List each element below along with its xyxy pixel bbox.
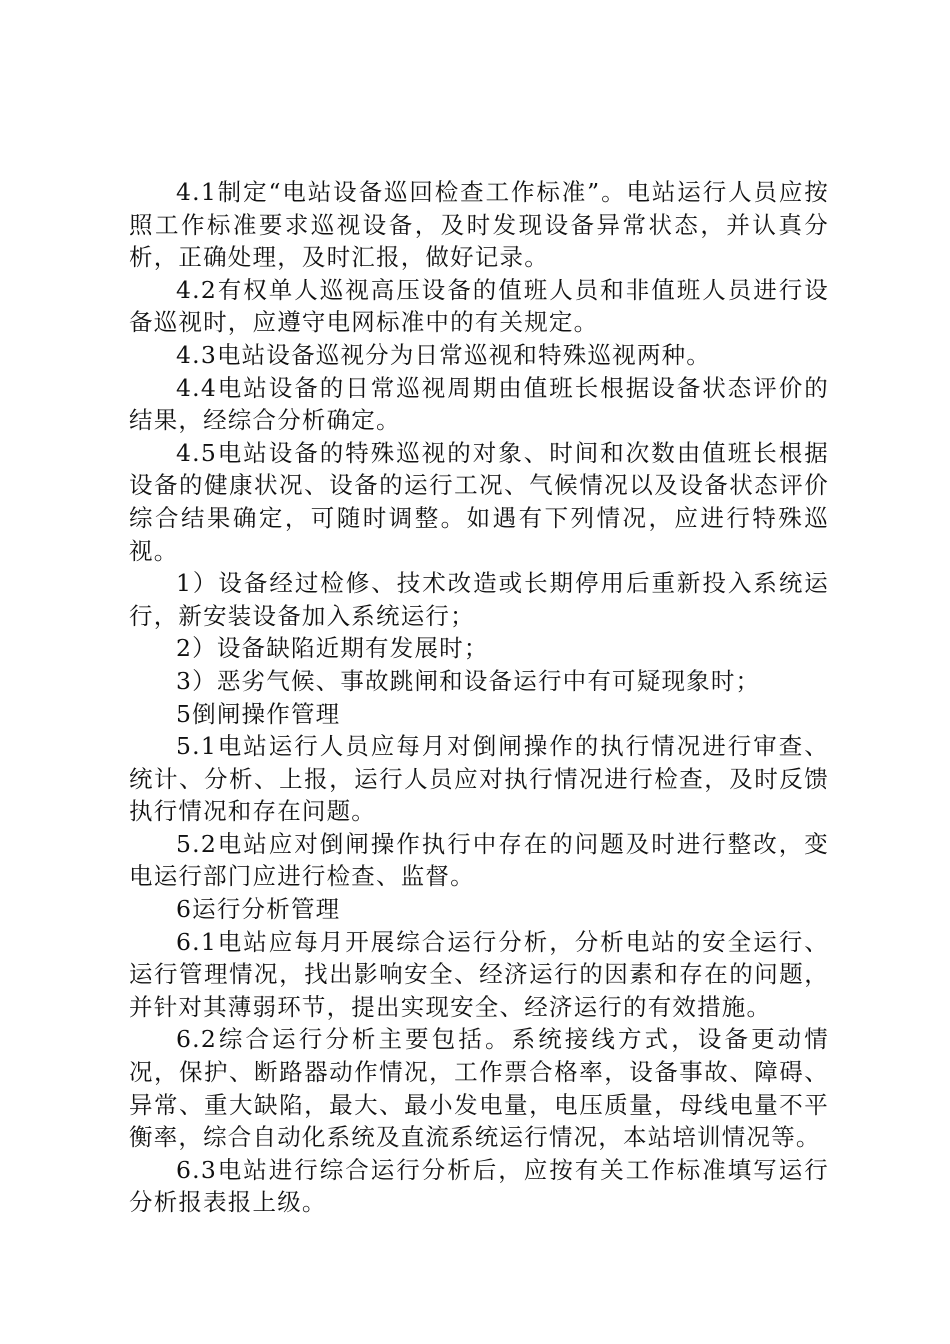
paragraph-5-1: 5.1电站运行人员应每月对倒闸操作的执行情况进行审查、统计、分析、上报，运行人员应对执行情况进行检查，及时反馈执行情况和存在问题。 [129,732,829,826]
paragraph-4-1: 4.1制定“电站设备巡回检查工作标准”。电站运行人员应按照工作标准要求巡视设备，及时发现设备异常状态，并认真分析，正确处理，及时汇报，做好记录。 [129,178,829,272]
list-item-1: 1）设备经过检修、技术改造或长期停用后重新投入系统运行，新安装设备加入系统运行； [129,569,829,630]
section-heading-6: 6运行分析管理 [176,895,341,924]
paragraph-5-2: 5.2电站应对倒闸操作执行中存在的问题及时进行整改，变电运行部门应进行检查、监督。 [129,829,829,891]
paragraph-4-3: 4.3电站设备巡视分为日常巡视和特殊巡视两种。 [176,340,711,369]
document-body [129,176,829,1219]
paragraph-4-4: 4.4电站设备的日常巡视周期由值班长根据设备状态评价的结果，经综合分析确定。 [129,373,829,435]
list-item-3: 3）恶劣气候、事故跳闸和设备运行中有可疑现象时； [176,666,761,695]
list-item-2: 2）设备缺陷近期有发展时； [176,634,489,663]
paragraph-4-2: 4.2有权单人巡视高压设备的值班人员和非值班人员进行设备巡视时，应遵守电网标准中的有关规定。 [129,275,829,337]
paragraph-4-5: 4.5电站设备的特殊巡视的对象、时间和次数由值班长根据设备的健康状况、设备的运行工况、气候情况以及设备状态评价综合结果确定，可随时调整。如遇有下列情况，应进行特殊巡视。 [129,438,829,565]
paragraph-6-3: 6.3电站进行综合运行分析后，应按有关工作标准填写运行分析报表报上级。 [129,1155,829,1217]
section-heading-5: 5倒闸操作管理 [176,699,341,728]
paragraph-6-2: 6.2综合运行分析主要包括。系统接线方式，设备更动情况，保护、断路器动作情况，工作票合格率，设备事故、障碍、异常、重大缺陷，最大、最小发电量，电压质量，母线电量不平衡率，综合自动化系统及直流系统运行情况，本站培训情况等。 [129,1025,829,1152]
paragraph-6-1: 6.1电站应每月开展综合运行分析，分析电站的安全运行、运行管理情况，找出影响安全、经济运行的因素和存在的问题，并针对其薄弱环节，提出实现安全、经济运行的有效措施。 [129,927,829,1021]
